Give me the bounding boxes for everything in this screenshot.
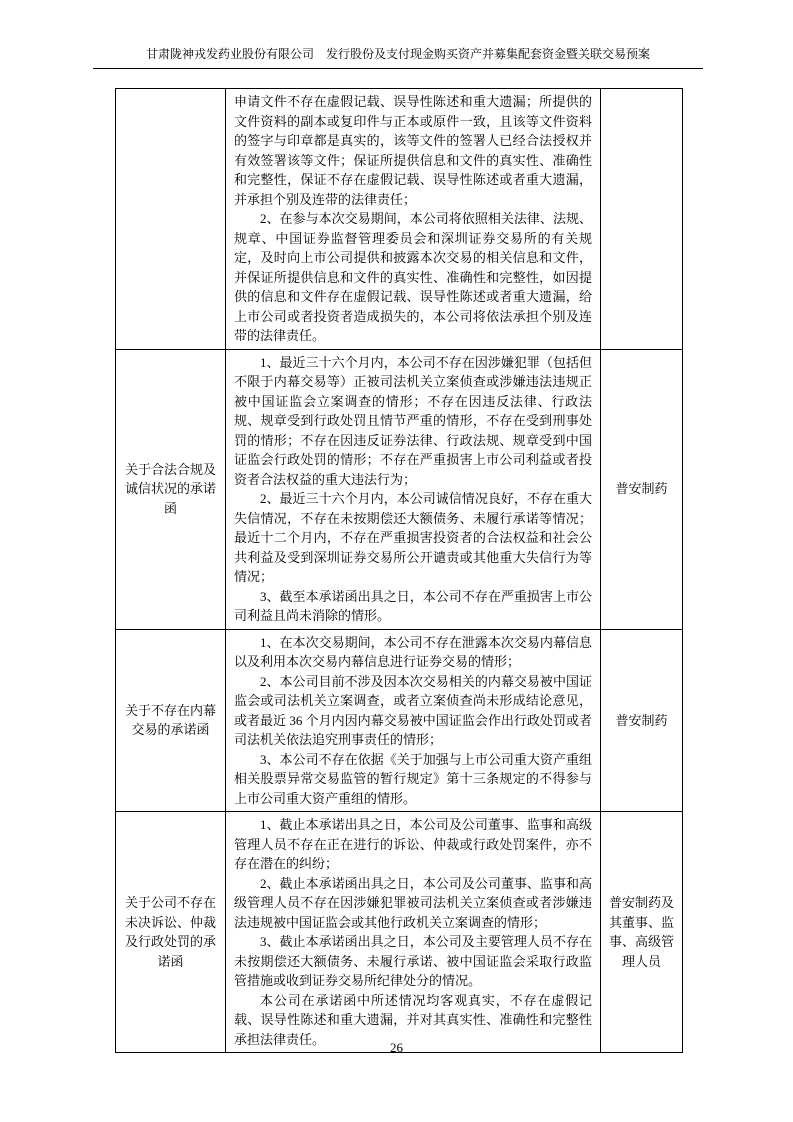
header-title: 甘肃陇神戎发药业股份有限公司 发行股份及支付现金购买资产并募集配套资金暨关联交易预案 <box>145 47 650 61</box>
content-paragraph: 3、本公司不存在依据《关于加强与上市公司重大资产重组相关股票异常交易监管的暂行规定》第十三条规定的不得参与上市公司重大资产重组的情形。 <box>234 751 592 806</box>
row-label-cell: 关于公司不存在未决诉讼、仲裁及行政处罚的承诺函 <box>116 812 226 1053</box>
content-paragraph: 申请文件不存在虚假记载、误导性陈述和重大遗漏；所提供的文件资料的副本或复印件与正本或原件一致，且该等文件资料的签字与印章都是真实的，该等文件的签署人已经合法授权并有效签署该等文件；保证所提供信息和文件的真实性、准确性和完整性，保证不存在虚假记载、误导性陈述或者重大遗漏，并承担个别及连带的法律责任； <box>234 94 592 207</box>
content-paragraph: 2、在参与本次交易期间，本公司将依照相关法律、法规、规章、中国证券监督管理委员会和深圳证券交易所的有关规定，及时向上市公司提供和披露本次交易的相关信息和文件，并保证所提供信息和文件的真实性、准确性和完整性，如因提供的信息和文件存在虚假记载、误导性陈述或者重大遗漏，给上市公司或者投资者造成损失的，本公司将依法承担个别及连带的法律责任。 <box>234 211 592 343</box>
content-paragraph: 1、截止本承诺出具之日，本公司及公司董事、监事和高级管理人员不存在正在进行的诉讼、仲裁或行政处罚案件，亦不存在潜在的纠纷； <box>234 817 592 871</box>
content-paragraph: 1、在本次交易期间，本公司不存在泄露本次交易内幕信息以及利用本次交易内幕信息进行证券交易的情形； <box>234 634 592 669</box>
commitment-table <box>115 88 683 1053</box>
row-party-cell: 普安制药及其董事、监事、高级管理人员 <box>601 812 683 1053</box>
row-label-cell: 关于不存在内幕交易的承诺函 <box>116 629 226 812</box>
document-header <box>93 46 703 69</box>
row-content-cell <box>226 89 601 350</box>
content-paragraph: 本公司在承诺函中所述情况均客观真实，不存在虚假记载、误导性陈述和重大遗漏，并对其真实性、准确性和完整性承担法律责任。 <box>234 992 592 1047</box>
row-party-cell: 普安制药 <box>601 629 683 812</box>
table-row-litigation-commitment <box>116 812 683 1053</box>
row-content-cell <box>226 812 601 1053</box>
row-party-cell: 普安制药 <box>601 349 683 629</box>
content-paragraph: 1、最近三十六个月内，本公司不存在因涉嫌犯罪（包括但不限于内幕交易等）正被司法机关立案侦查或涉嫌违法违规正被中国证监会立案调查的情形；不存在因违反法律、行政法规、规章受到行政处罚且情节严重的情形，不存在受到刑事处罚的情形；不存在因违反证券法律、行政法规、规章受到中国证监会行政处罚的情形；不存在严重损害上市公司利益或者投资者合法权益的重大违法行为； <box>234 354 592 487</box>
row-label-cell: 关于合法合规及诚信状况的承诺函 <box>116 349 226 629</box>
content-paragraph: 2、最近三十六个月内，本公司诚信情况良好，不存在重大失信情况，不存在未按期偿还大额债务、未履行承诺等情况；最近十二个月内，不存在严重损害投资者的合法权益和社会公共利益及受到深圳证券交易所公开谴责或其他重大失信行为等情况； <box>234 491 592 584</box>
row-label-cell <box>116 89 226 350</box>
row-content-cell <box>226 349 601 629</box>
content-paragraph: 2、截止本承诺函出具之日，本公司及公司董事、监事和高级管理人员不存在因涉嫌犯罪被司法机关立案侦查或者涉嫌违法违规被中国证监会或其他行政机关立案调查的情形； <box>234 875 592 930</box>
page-number: 26 <box>390 1040 403 1055</box>
content-paragraph: 3、截至本承诺函出具之日，本公司不存在严重损害上市公司利益且尚未消除的情形。 <box>234 588 592 623</box>
table-row-compliance-commitment <box>116 349 683 629</box>
table-row-insider-trading-commitment <box>116 629 683 812</box>
row-party-cell <box>601 89 683 350</box>
content-paragraph: 2、本公司目前不涉及因本次交易相关的内幕交易被中国证监会或司法机关立案调查，或者立案侦查尚未形成结论意见，或者最近 36 个月内因内幕交易被中国证监会作出行政处罚或者司法机关依法追究刑事责任的情形； <box>234 673 592 747</box>
table-row-continuation <box>116 89 683 350</box>
content-paragraph: 3、截止本承诺函出具之日，本公司及主要管理人员不存在未按期偿还大额债务、未履行承诺、被中国证监会采取行政监管措施或收到证券交易所纪律处分的情况。 <box>234 934 592 988</box>
row-content-cell <box>226 629 601 812</box>
